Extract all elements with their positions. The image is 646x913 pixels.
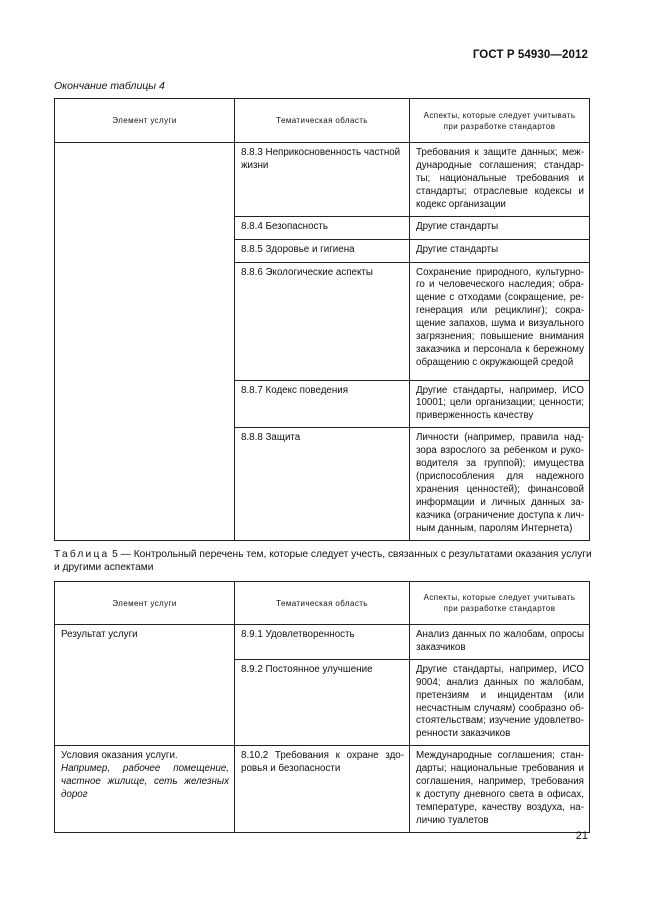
area-cell: 8.8.3 Неприкосновенность частной жизни xyxy=(235,143,410,217)
aspects-cell: Другие стандарты, например, ИСО 9004; анализ данных по жалобам, претензиям и инцидентам (или несчастным случаям) сообразно обстоятельствам; изучение удовлетворенности заказчиков xyxy=(410,659,590,745)
aspects-cell: Другие стандарты xyxy=(410,216,590,239)
header-aspects: Аспекты, которые следует учитывать при разработке стандартов xyxy=(410,99,590,143)
aspects-cell: Анализ данных по жалобам, опросы заказчиков xyxy=(410,625,590,660)
table-row xyxy=(55,746,590,832)
element-cell xyxy=(55,746,235,832)
element-title: Условия оказания услуги. xyxy=(61,750,178,762)
table5-caption-text: — Контрольный перечень тем, которые следует учесть, связанных с результатами оказания услуги и другими аспектами xyxy=(54,549,592,573)
table4-header-row xyxy=(55,99,590,143)
table-4 xyxy=(54,98,590,541)
table4-caption: Окончание таблицы 4 xyxy=(54,80,165,92)
table5-caption xyxy=(54,548,594,574)
header-area: Тематическая область xyxy=(235,582,410,625)
area-cell: 8.8.5 Здоровье и гигиена xyxy=(235,239,410,262)
aspects-cell: Сохранение природного, культурного и человеческого наследия; обращение с отходами (сокращение, регенерация или рециклинг); сокращение запахов, шума и визуального загрязнения; повышение внимания заказчика и персонала к бережному обращению с окружающей средой xyxy=(410,262,590,380)
area-cell: 8.8.6 Экологические аспекты xyxy=(235,262,410,380)
header-aspects: Аспекты, которые следует учитывать при разработке стандартов xyxy=(410,582,590,625)
document-id: ГОСТ Р 54930—2012 xyxy=(472,49,588,61)
aspects-cell: Международные соглашения; стандарты; национальные требования и соглашения, например, требования к доступу дневного света в офисах, температуре, качеству воздуха, наличию туалетов xyxy=(410,746,590,832)
page-number: 21 xyxy=(575,830,588,842)
header-area: Тематическая область xyxy=(235,99,410,143)
area-cell: 8.9.1 Удовлетворенность xyxy=(235,625,410,660)
table5-header-row xyxy=(55,582,590,625)
area-cell: 8.10.2 Требования к охране здоровья и безопасности xyxy=(235,746,410,832)
aspects-cell: Требования к защите данных; международные соглашения; стандарты; национальные требования и стандарты; отраслевые кодексы и кодекс организации xyxy=(410,143,590,217)
area-cell: 8.9.2 Постоянное улучшение xyxy=(235,659,410,745)
element-examples: Например, рабочее помещение, частное жилище, сеть железных дорог xyxy=(61,763,229,800)
table5-caption-prefix: Таблица xyxy=(54,549,110,560)
aspects-cell: Другие стандарты, например, ИСО 10001; цели организации; ценности; приверженность качеству xyxy=(410,380,590,428)
area-cell: 8.8.7 Кодекс поведения xyxy=(235,380,410,428)
area-cell: 8.8.4 Безопасность xyxy=(235,216,410,239)
element-cell: Результат услуги xyxy=(55,625,235,746)
area-cell: 8.8.8 Защита xyxy=(235,428,410,540)
header-element: Элемент услуги xyxy=(55,582,235,625)
table-row xyxy=(55,625,590,660)
header-element: Элемент услуги xyxy=(55,99,235,143)
table5-caption-number: 5 xyxy=(109,549,118,560)
table-5 xyxy=(54,581,590,833)
element-cell-empty xyxy=(55,143,235,541)
aspects-cell: Другие стандарты xyxy=(410,239,590,262)
table-row xyxy=(55,143,590,217)
aspects-cell: Личности (например, правила надзора взрослого за ребенком и руководителя за группой); имущества (приспособления для надежного хранения ценностей); финансовой информации и личных данных заказчика (ограничение доступа к личным данным, паролям Интернета) xyxy=(410,428,590,540)
